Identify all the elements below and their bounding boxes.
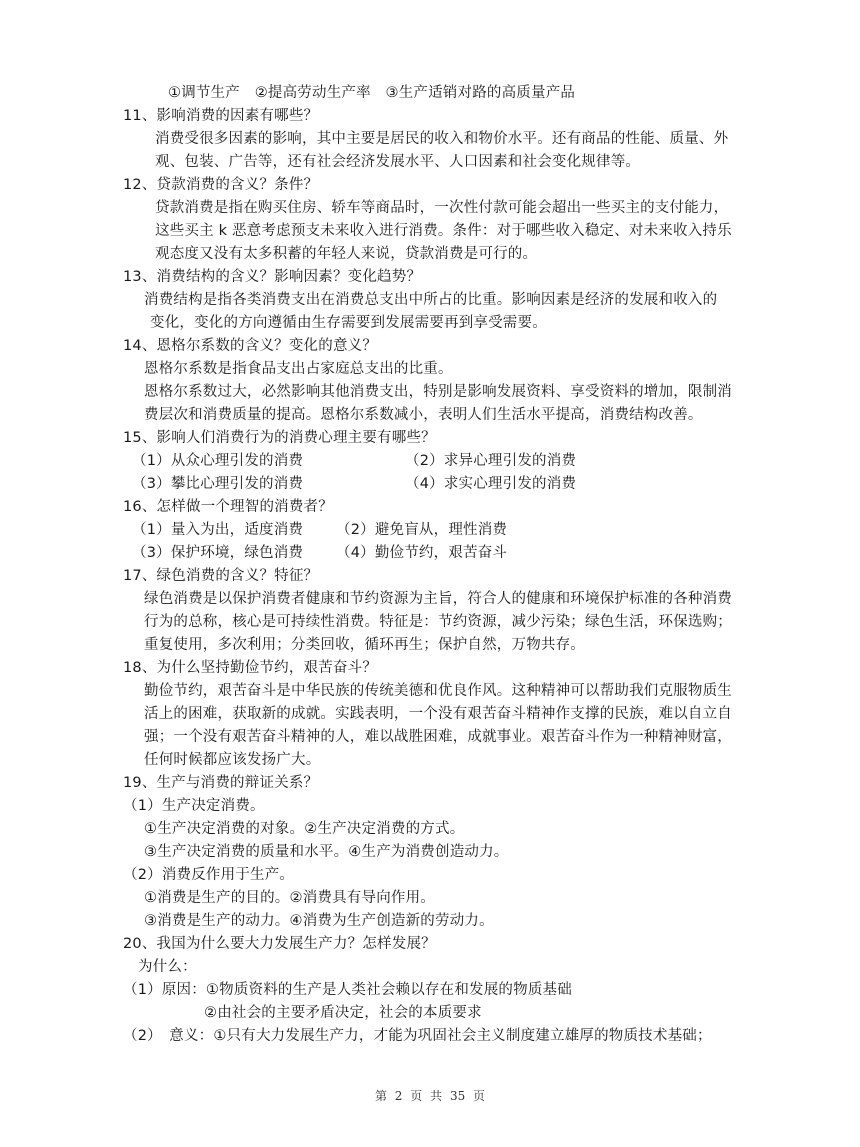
sub-heading: （2）消费反作用于生产。: [123, 867, 295, 883]
page-total: 35: [449, 1089, 466, 1103]
answer-line: ①调节生产 ②提高劳动生产率 ③生产适销对路的高质量产品: [168, 85, 576, 101]
sub-heading: 为什么：: [138, 959, 197, 975]
list-item: （2）求异心理引发的消费: [405, 453, 577, 469]
list-item: （3）攀比心理引发的消费: [132, 476, 304, 492]
answer-line: 强；一个没有艰苦奋斗精神的人，难以战胜困难，成就事业。艰苦奋斗作为一种精神财富，: [144, 729, 732, 745]
list-item: （4）勤俭节约，艰苦奋斗: [336, 545, 508, 561]
question-19: 19、生产与消费的辩证关系？: [123, 775, 319, 791]
answer-line: 行为的总称，核心是可持续性消费。特征是：节约资源，减少污染；绿色生活，环保选购；: [144, 614, 732, 630]
answer-line: 消费结构是指各类消费支出在消费总支出中所占的比重。影响因素是经济的发展和收入的: [144, 292, 718, 308]
answer-line: （1）原因：①物质资料的生产是人类社会赖以存在和发展的物质基础: [123, 982, 572, 998]
question-15: 15、影响人们消费行为的消费心理主要有哪些？: [123, 430, 436, 446]
question-17: 17、绿色消费的含义？特征？: [123, 568, 319, 584]
question-12: 12、贷款消费的含义？条件？: [123, 177, 319, 193]
answer-line: 费层次和消费质量的提高。恩格尔系数减小，表明人们生活水平提高，消费结构改善。: [144, 407, 703, 423]
question-18: 18、为什么坚持勤俭节约，艰苦奋斗？: [123, 660, 378, 676]
answer-line: 观态度又没有太多积蓄的年轻人来说，贷款消费是可行的。: [155, 246, 538, 262]
answer-line: 贷款消费是指在购买住房、轿车等商品时，一次性付款可能会超出一些买主的支付能力，: [155, 200, 729, 216]
footer-label: 第: [374, 1089, 387, 1103]
question-20: 20、我国为什么要大力发展生产力？怎样发展？: [123, 936, 436, 952]
list-item: （2）避免盲从，理性消费: [336, 522, 508, 538]
footer-label: 页: [410, 1089, 423, 1103]
list-item: （1）量入为出，适度消费: [132, 522, 304, 538]
answer-line: 勤俭节约，艰苦奋斗是中华民族的传统美德和优良作风。这种精神可以帮助我们克服物质生: [144, 683, 732, 699]
answer-line: 恩格尔系数过大，必然影响其他消费支出，特别是影响发展资料、享受资料的增加，限制消: [144, 384, 732, 400]
question-16: 16、怎样做一个理智的消费者？: [123, 499, 333, 515]
page-footer: [0, 1087, 860, 1104]
answer-line: 任何时候都应该发扬广大。: [144, 752, 321, 768]
footer-label: 页: [473, 1089, 486, 1103]
question-14: 14、恩格尔系数的含义？变化的意义？: [123, 338, 378, 354]
answer-line: 绿色消费是以保护消费者健康和节约资源为主旨，符合人的健康和环境保护标准的各种消费: [144, 591, 732, 607]
answer-line: ①生产决定消费的对象。②生产决定消费的方式。: [144, 821, 465, 837]
answer-line: 恩格尔系数是指食品支出占家庭总支出的比重。: [144, 361, 453, 377]
page-number: 2: [394, 1089, 403, 1103]
question-13: 13、消费结构的含义？影响因素？变化趋势？: [123, 269, 422, 285]
answer-line: 变化，变化的方向遵循由生存需要到发展需要再到享受需要。: [150, 315, 547, 331]
answer-line: ②由社会的主要矛盾决定，社会的本质要求: [204, 1005, 482, 1021]
answer-line: ③生产决定消费的质量和水平。④生产为消费创造动力。: [144, 844, 509, 860]
answer-line: （2） 意义：①只有大力发展生产力，才能为巩固社会主义制度建立雄厚的物质技术基础；: [123, 1028, 712, 1044]
answer-line: 观、包装、广告等，还有社会经济发展水平、人口因素和社会变化规律等。: [155, 154, 641, 170]
answer-line: 这些买主 k 恶意考虑预支未来收入进行消费。条件：对于哪些收入稳定、对未来收入持乐: [155, 223, 732, 239]
list-item: （3）保护环境，绿色消费: [132, 545, 304, 561]
answer-line: 活上的困难，获取新的成就。实践表明，一个没有艰苦奋斗精神作支撑的民族，难以自立自: [144, 706, 732, 722]
list-item: （1）从众心理引发的消费: [132, 453, 304, 469]
answer-line: ①消费是生产的目的。②消费具有导向作用。: [144, 890, 435, 906]
footer-label: 共: [430, 1089, 443, 1103]
answer-line: ③消费是生产的动力。④消费为生产创造新的劳动力。: [144, 913, 494, 929]
question-11: 11、影响消费的因素有哪些？: [123, 108, 319, 124]
answer-line: 重复使用，多次利用；分类回收，循环再生；保护自然，万物共存。: [144, 637, 585, 653]
sub-heading: （1）生产决定消费。: [123, 798, 265, 814]
list-item: （4）求实心理引发的消费: [405, 476, 577, 492]
answer-line: 消费受很多因素的影响，其中主要是居民的收入和物价水平。还有商品的性能、质量、外: [155, 131, 729, 147]
